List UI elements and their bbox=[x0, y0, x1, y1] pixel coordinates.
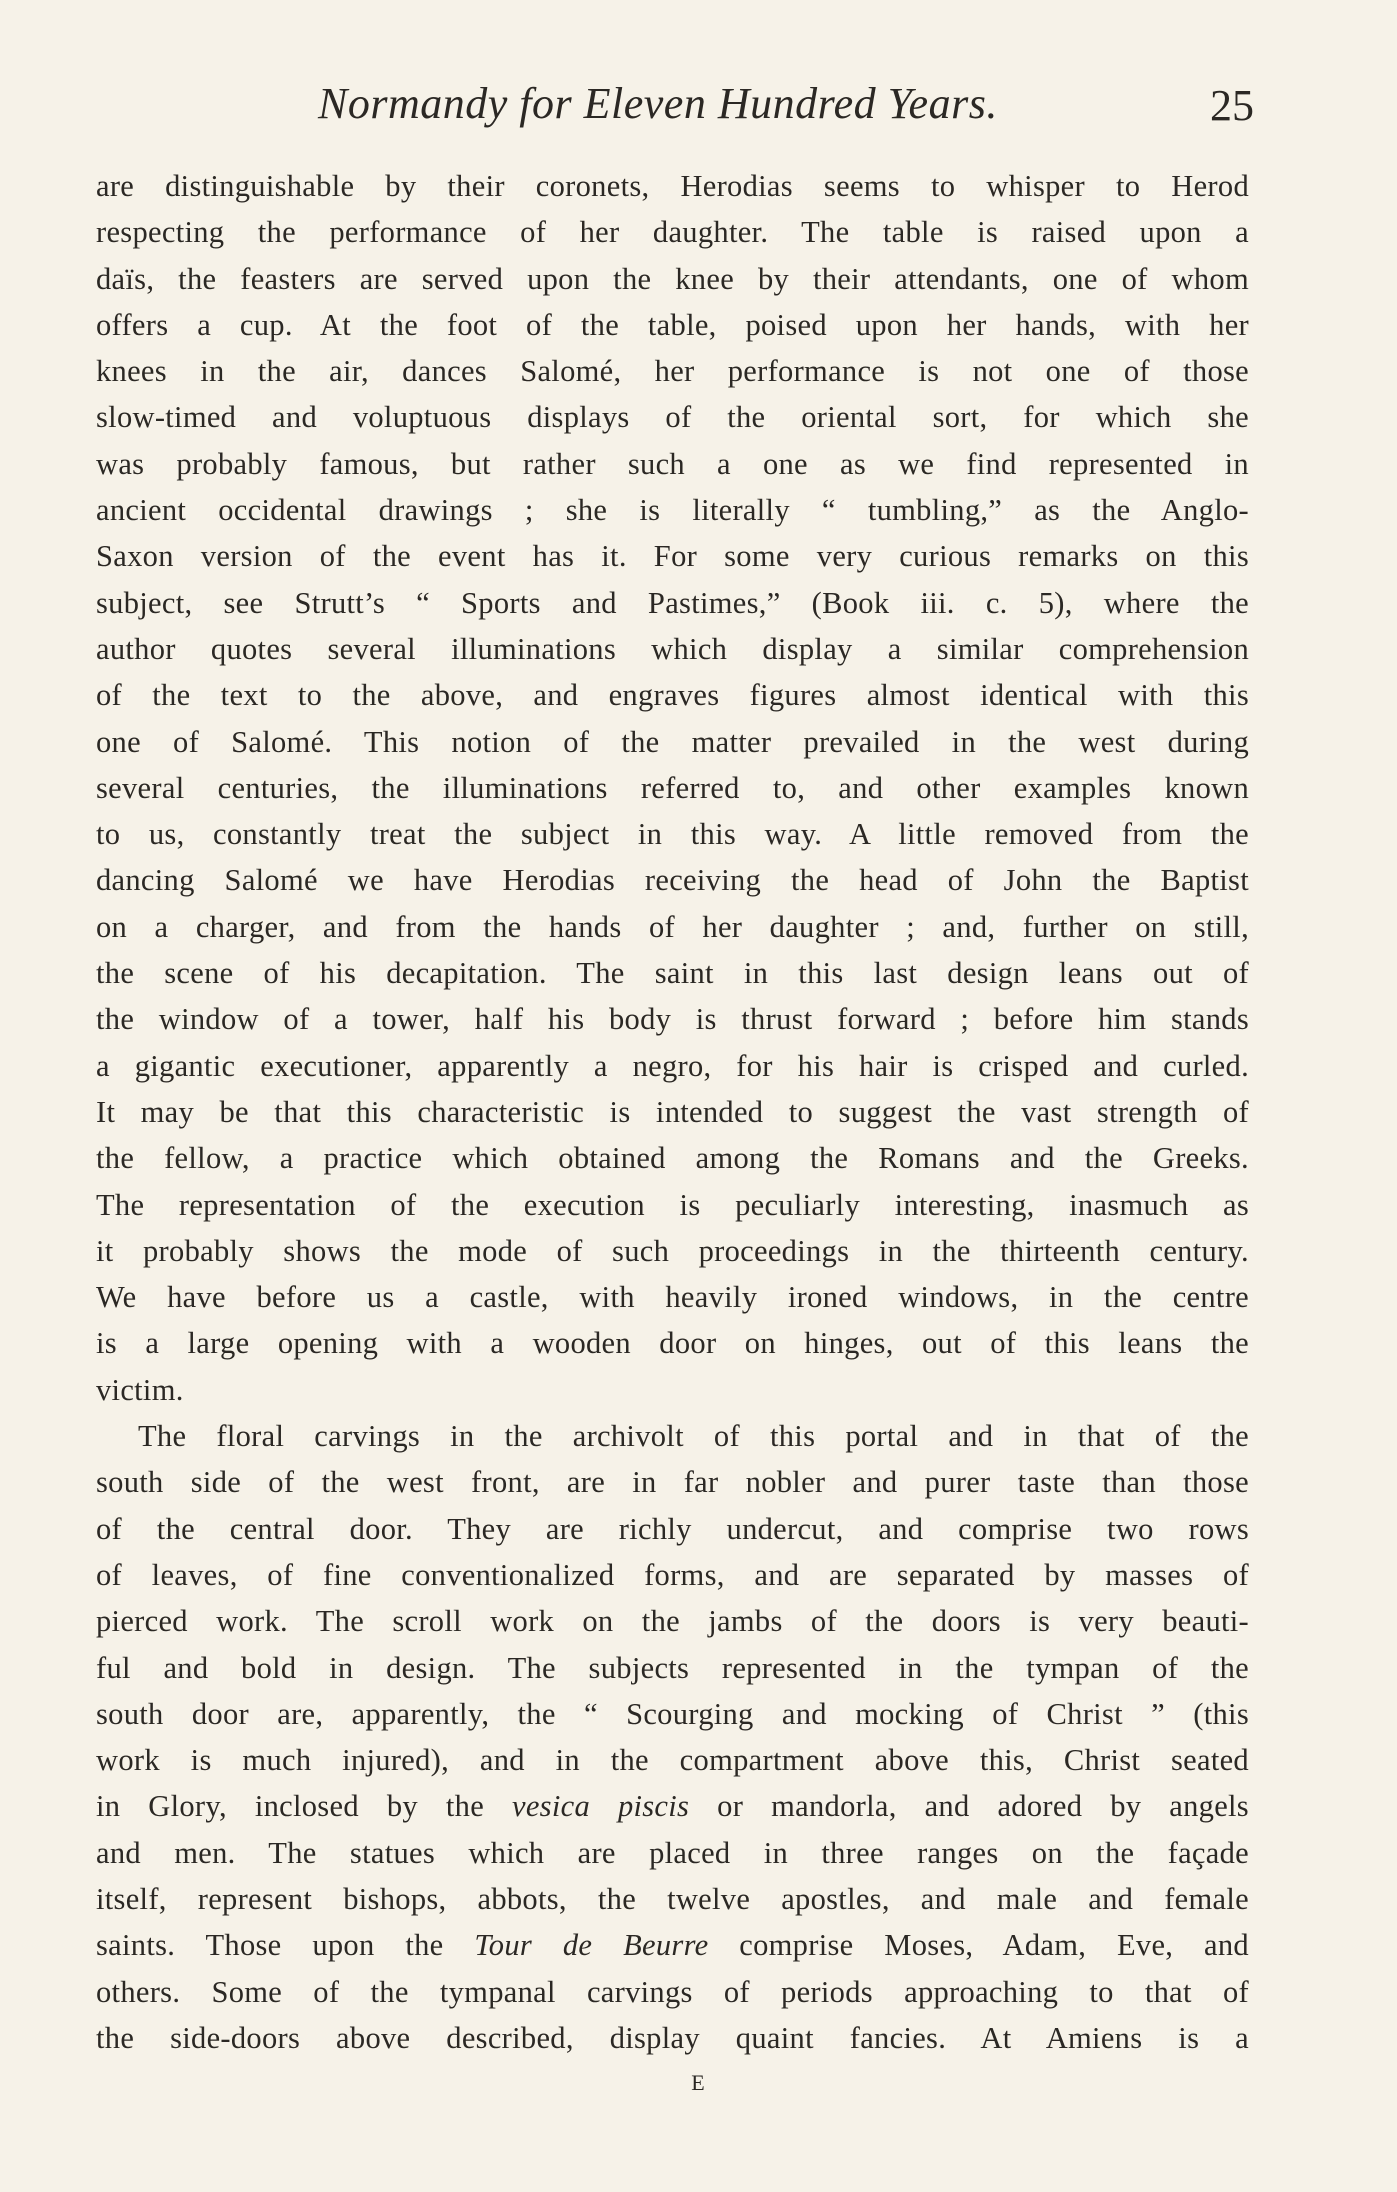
text-line: itself, represent bishops, abbots, the twelve apostles, and male and female bbox=[96, 1881, 1249, 1916]
text-line: It may be that this characteristic is intended to suggest the vast strength of bbox=[96, 1094, 1249, 1129]
text-line: work is much injured), and in the compartment above this, Christ seated bbox=[96, 1743, 1249, 1778]
text-line: knees in the air, dances Salomé, her performance is not one of those bbox=[96, 354, 1249, 389]
text-line: several centuries, the illuminations referred to, and other examples known bbox=[96, 770, 1249, 805]
text-line-with-italic bbox=[96, 1922, 1249, 1968]
text-line: respecting the performance of her daughter. The table is raised upon a bbox=[96, 215, 1249, 250]
text-line: one of Salomé. This notion of the matter prevailed in the west during bbox=[96, 724, 1249, 759]
text-line: the fellow, a practice which obtained among the Romans and the Greeks. bbox=[96, 1141, 1249, 1176]
text-line: south door are, apparently, the “ Scourging and mocking of Christ ” (this bbox=[96, 1696, 1249, 1731]
text-line: dancing Salomé we have Herodias receiving the head of John the Baptist bbox=[96, 863, 1249, 898]
text-line: and men. The statues which are placed in three ranges on the façade bbox=[96, 1835, 1249, 1870]
text-line: of the text to the above, and engraves figures almost identical with this bbox=[96, 678, 1249, 713]
text-span: saints. Those upon the bbox=[96, 1928, 475, 1963]
text-line: it probably shows the mode of such proceedings in the thirteenth century. bbox=[96, 1233, 1249, 1268]
text-line: south side of the west front, are in far nobler and purer taste than those bbox=[96, 1465, 1249, 1500]
text-line: is a large opening with a wooden door on hinges, out of this leans the bbox=[96, 1326, 1249, 1361]
italic-term: vesica piscis bbox=[511, 1789, 690, 1824]
text-line: of the central door. They are richly undercut, and comprise two rows bbox=[96, 1511, 1249, 1546]
text-line: of leaves, of fine conventionalized forms, and are separated by masses of bbox=[96, 1557, 1249, 1592]
page-number: 25 bbox=[1210, 81, 1254, 130]
running-title: Normandy for Eleven Hundred Years. bbox=[318, 79, 998, 128]
body-text bbox=[96, 163, 1249, 2061]
text-line: the window of a tower, half his body is thrust forward ; before him stands bbox=[96, 1002, 1249, 1037]
text-line: the side-doors above described, display quaint fancies. At Amiens is a bbox=[96, 2020, 1249, 2055]
text-line: ancient occidental drawings ; she is literally “ tumbling,” as the Anglo- bbox=[96, 493, 1249, 528]
text-line: to us, constantly treat the subject in this way. A little removed from the bbox=[96, 817, 1249, 852]
text-line: ful and bold in design. The subjects represented in the tympan of the bbox=[96, 1650, 1249, 1685]
running-head bbox=[0, 78, 1397, 138]
text-line: The floral carvings in the archivolt of this portal and in that of the bbox=[138, 1419, 1249, 1454]
text-line: are distinguishable by their coronets, Herodias seems to whisper to Herod bbox=[96, 169, 1249, 203]
text-line: others. Some of the tympanal carvings of periods approaching to that of bbox=[96, 1974, 1249, 2009]
text-line: author quotes several illuminations which display a similar comprehension bbox=[96, 631, 1249, 666]
text-span: or mandorla, and adored by angels bbox=[689, 1789, 1249, 1824]
italic-term: Tour de Beurre bbox=[474, 1928, 709, 1963]
text-line: subject, see Strutt’s “ Sports and Pastimes,” (Book iii. c. 5), where the bbox=[96, 585, 1249, 620]
text-line: The representation of the execution is peculiarly interesting, inasmuch as bbox=[96, 1187, 1249, 1222]
text-line: We have before us a castle, with heavily ironed windows, in the centre bbox=[96, 1280, 1249, 1315]
text-line: offers a cup. At the foot of the table, poised upon her hands, with her bbox=[96, 307, 1249, 342]
text-line: daïs, the feasters are served upon the knee by their attendants, one of whom bbox=[96, 261, 1249, 296]
text-line: the scene of his decapitation. The saint in this last design leans out of bbox=[96, 956, 1249, 991]
text-line: on a charger, and from the hands of her daughter ; and, further on still, bbox=[96, 909, 1249, 944]
signature-mark: E bbox=[691, 2070, 706, 2095]
text-line-with-italic bbox=[96, 1783, 1249, 1829]
text-line: slow-timed and voluptuous displays of the oriental sort, for which she bbox=[96, 400, 1249, 435]
text-span: comprise Moses, Adam, Eve, and bbox=[708, 1928, 1249, 1963]
text-line: Saxon version of the event has it. For some very curious remarks on this bbox=[96, 539, 1249, 574]
text-line: was probably famous, but rather such a one as we find represented in bbox=[96, 446, 1249, 481]
text-line: a gigantic executioner, apparently a negro, for his hair is crisped and curled. bbox=[96, 1048, 1249, 1083]
text-span: in Glory, inclosed by the bbox=[96, 1789, 512, 1824]
text-line: victim. bbox=[96, 1372, 184, 1407]
text-line: pierced work. The scroll work on the jambs of the doors is very beauti- bbox=[96, 1604, 1249, 1639]
